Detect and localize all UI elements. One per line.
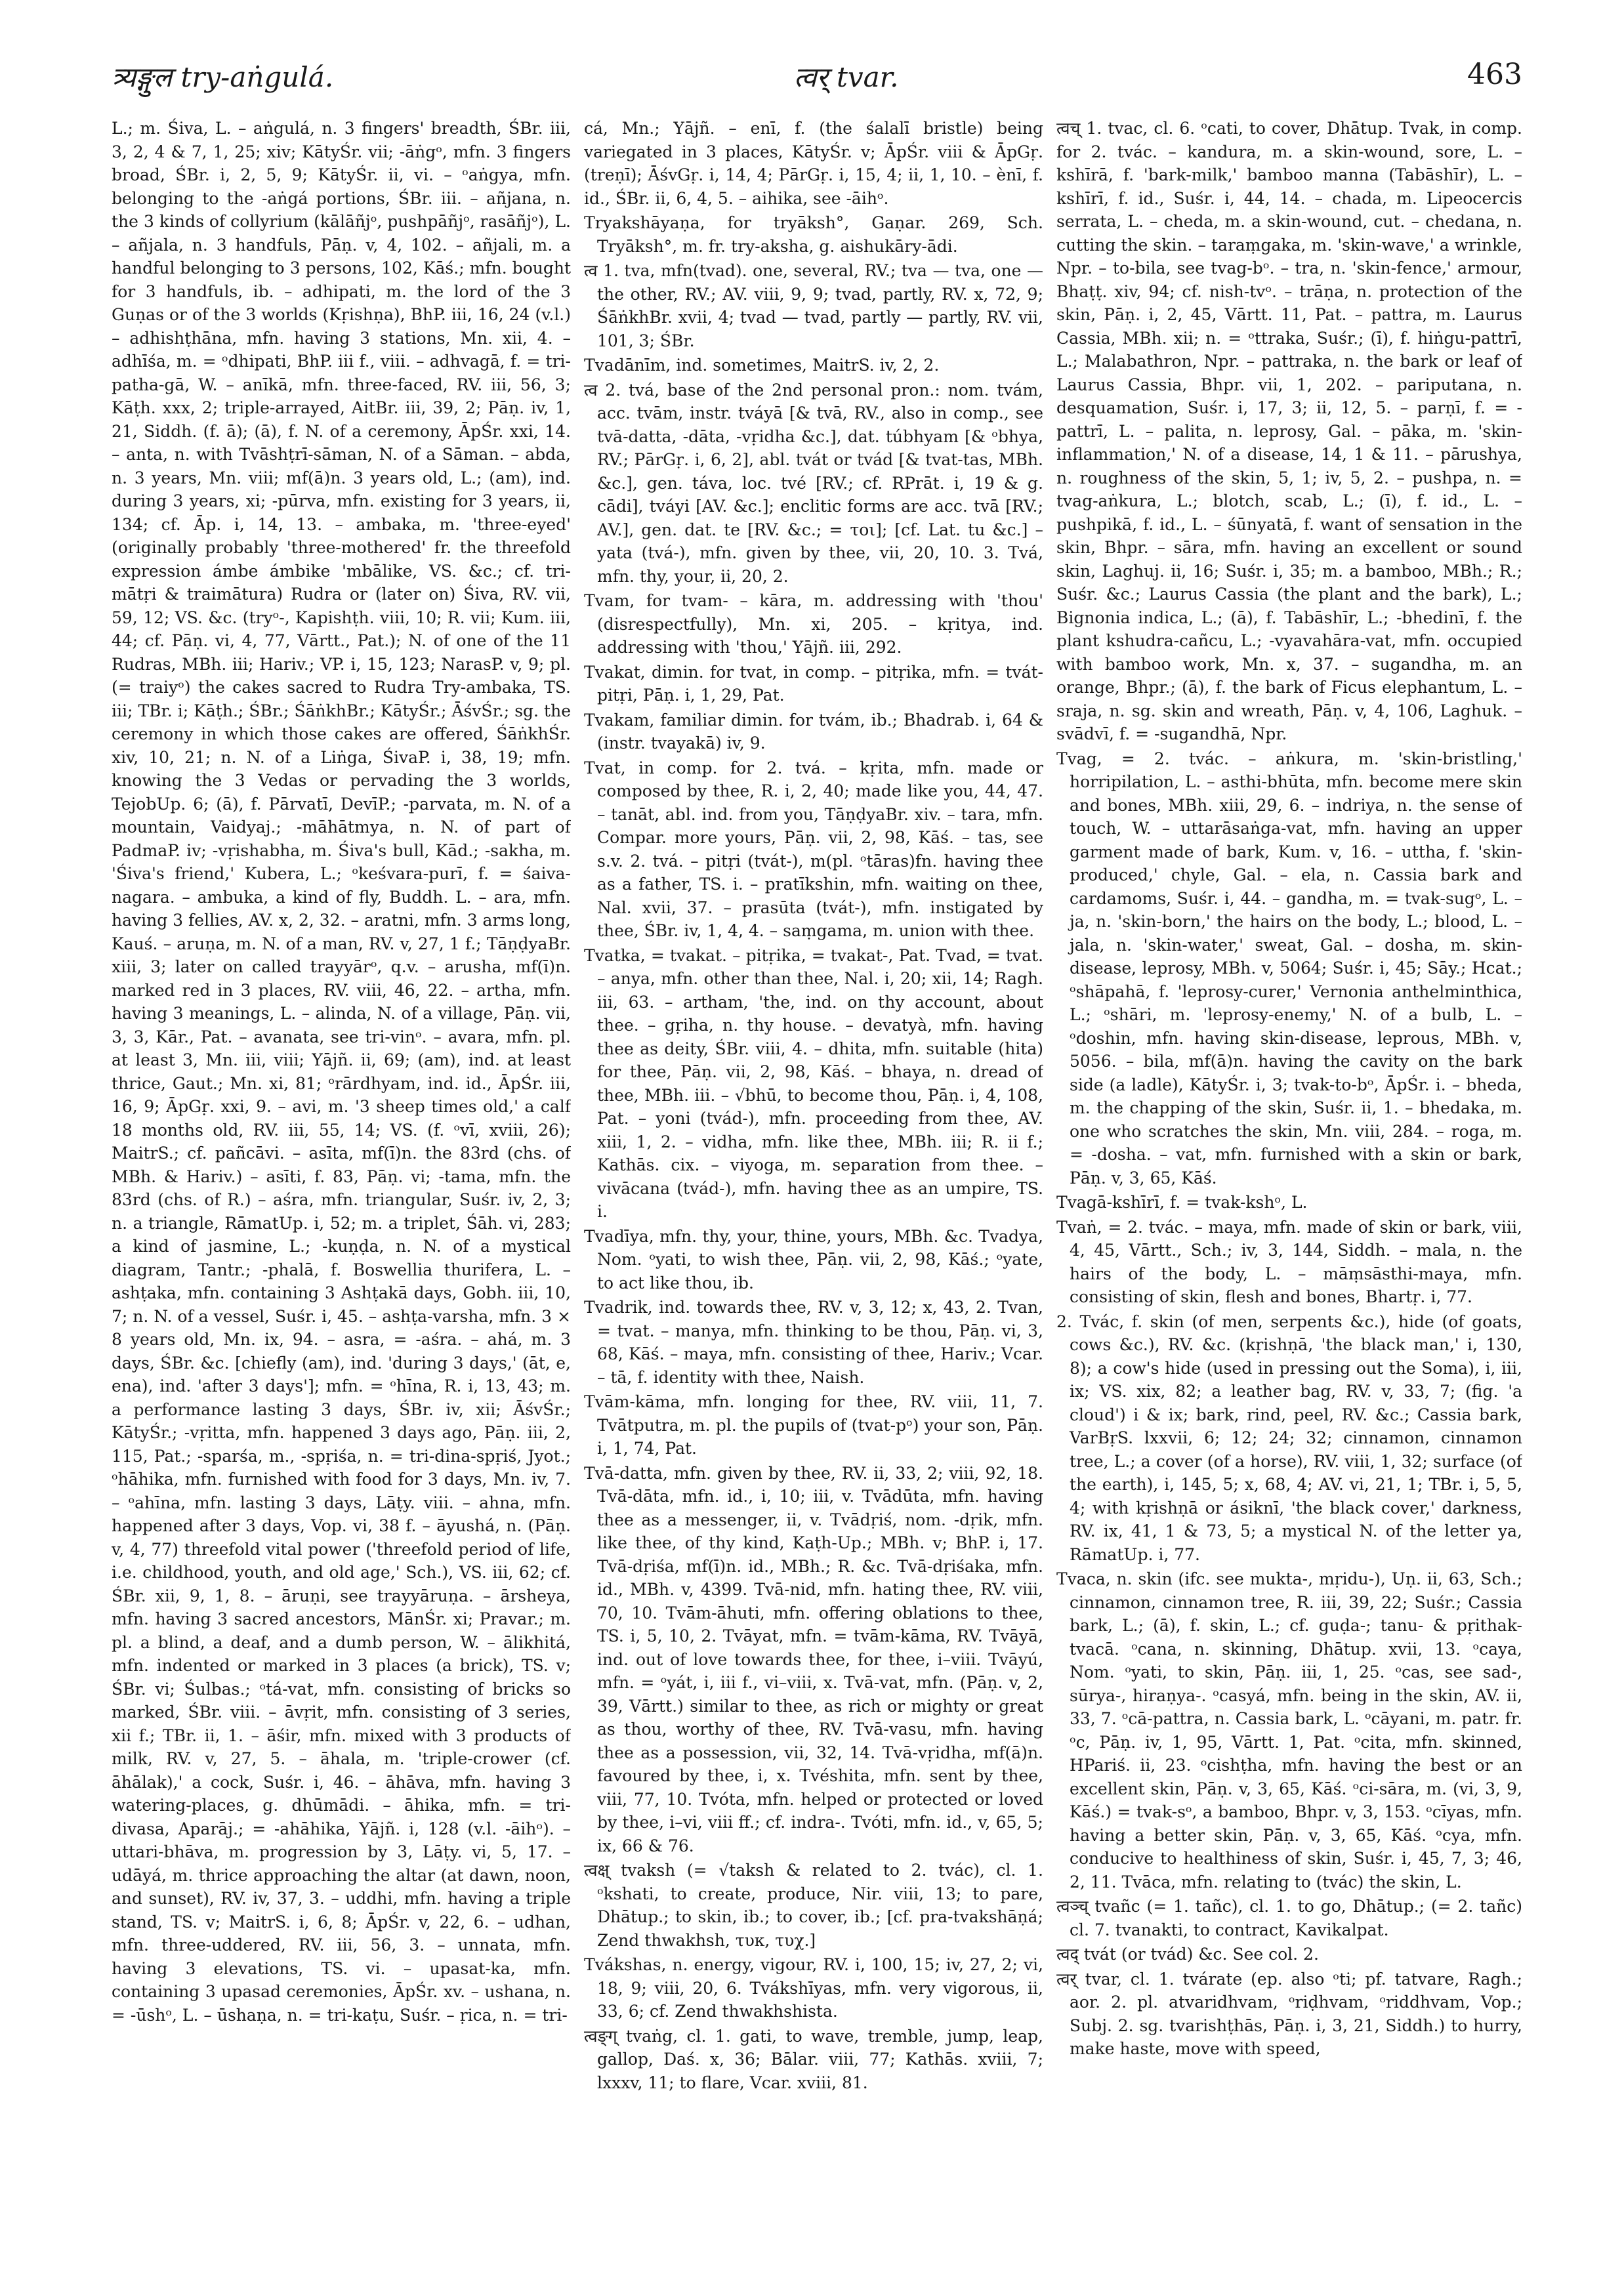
dictionary-entry: त्वञ्च् tvañc (= 1. tañc), cl. 1. to go, Dhātup.; (= 2. tañc) cl. 7. tvanakti, to contract, Kavikalpat. xyxy=(1056,1897,1522,1939)
dictionary-entry: Tvákshas, n. energy, vigour, RV. i, 100, 15; iv, 27, 2; vi, 18, 9; viii, 20, 6. Tvákshīyas, mfn. very vigorous, ii, 33, 6; cf. Zend thwakhshista. xyxy=(584,1955,1043,2021)
dictionary-entry: Tvat, in comp. for 2. tvá. – kṛita, mfn. made or composed by thee, R. i, 2, 40; made like you, 44, 47. – tanāt, abl. ind. from you, TāṇḍyaBr. xiv. – tara, mfn. Compar. more yours, Pāṇ. vii, 2, 98, Kāś. – tas, see s.v. 2. tvá. – pitṛi (tvát-), m(pl. ᵒtāras)fn. having thee as a father, TS. i. – pratīkshin, mfn. waiting on thee, Nal. xvii, 37. – prasūta (tvát-), mfn. instigated by thee, ŚBr. iv, 1, 4, 4. – saṃgama, m. union with thee. xyxy=(584,758,1043,940)
dictionary-entry: 2. Tvác, f. skin (of men, serpents &c.), hide (of goats, cows &c.), RV. &c. (kṛishṇā, 'the black man,' i, 130, 8); a cow's hide (used in pressing out the Soma), i, iii, ix; VS. xix, 82; a leather bag, RV. v, 33, 7; (fig. 'a cloud') i & ix; bark, rind, peel, RV. &c.; Cassia bark, VarBṛS. lxxvii, 6; 12; 24; 32; cinnamon, cinnamon tree, L.; a cover (of a horse), RV. viii, 1, 32; surface (of the earth), i, 145, 5; x, 68, 4; AV. vi, 21, 1; TBr. i, 5, 5, 4; with kṛishṇā or ásiknī, 'the black cover,' darkness, RV. ix, 41, 1 & 73, 5; a mystical N. of the letter ya, RāmatUp. i, 77. xyxy=(1056,1312,1522,1564)
column-2 xyxy=(584,117,1043,2249)
dictionary-entry: Tvadrik, ind. towards thee, RV. v, 3, 12; x, 43, 2. Tvan, = tvat. – manya, mfn. thinking to be thou, Pāṇ. vi, 3, 68, Kāś. – maya, mfn. consisting of thee, Hariv.; Vcar. – tā, f. identity with thee, Naish. xyxy=(584,1298,1043,1387)
page-number: 463 xyxy=(1467,58,1522,91)
dictionary-entry: त्व 2. tvá, base of the 2nd personal pron.: nom. tvám, acc. tvām, instr. tváyā [& tvā, RV., also in comp., see tvā-datta, -dāta, -vṛidha &c.], dat. túbhyam [& ᵒbhya, RV.; PārGṛ. i, 6, 2], abl. tvát or tvád [& tvat-tas, MBh. &c.], gen. táva, loc. tvé [RV.; cf. RPrāt. i, 19 & g. cādi], tváyi [AV. &c.]; enclitic forms are acc. tvā [RV.; AV.], gen. dat. te [RV. &c.; = τοι]; [cf. Lat. tu &c.] – yata (tvá-), mfn. given by thee, vii, 20, 10. 3. Tvá, mfn. thy, your, ii, 20, 2. xyxy=(584,380,1043,586)
dictionary-entry: Tvam, for tvam- – kāra, m. addressing with 'thou' (disrespectfully), Mn. xi, 205. – kṛitya, ind. addressing with 'thou,' Yājñ. iii, 292. xyxy=(584,591,1043,657)
dictionary-entry: त्व 1. tva, mfn(tvad). one, several, RV.; tva — tva, one — the other, RV.; AV. viii, 9, 9; tvad, partly, RV. x, 72, 9; ŚāṅkhBr. xvii, 4; tvad — tvad, partly — partly, RV. vii, 101, 3; ŚBr. xyxy=(584,261,1043,350)
dictionary-entry: Tvadīya, mfn. thy, your, thine, yours, MBh. &c. Tvadya, Nom. ᵒyati, to wish thee, Pāṇ. vii, 2, 98, Kāś.; ᵒyate, to act like thou, ib. xyxy=(584,1226,1043,1292)
column-1 xyxy=(112,117,571,2249)
dictionary-entry: Tryakshāyaṇa, for tryāksh°, Gaṇar. 269, Sch. Tryāksh°, m. fr. try-aksha, g. aishukāry-ādi. xyxy=(584,213,1043,256)
dictionary-entry: त्वङ्ग् tvaṅg, cl. 1. gati, to wave, tremble, jump, leap, gallop, Daś. x, 36; Bālar. viii, 77; Kathās. xviii, 7; lxxxv, 11; to flare, Vcar. xviii, 81. xyxy=(584,2026,1043,2092)
dictionary-entry: Tvām-kāma, mfn. longing for thee, RV. viii, 11, 7. Tvātputra, m. pl. the pupils of (tvat-pᵒ) your son, Pāṇ. i, 1, 74, Pat. xyxy=(584,1392,1043,1458)
header-left-headword: त्र्यङ्गुल try-aṅgulá. xyxy=(112,61,334,93)
dictionary-entry: त्वक्ष् tvaksh (= √taksh & related to 2. tvác), cl. 1. ᵒkshati, to create, produce, Nir. viii, 13; to pare, Dhātup.; to skin, ib.; to cover, ib.; [cf. pra-tvakshāṇá; Zend thwakhsh, τυκ, τυχ.] xyxy=(584,1861,1043,1950)
dictionary-entry: Tvaṅ, = 2. tvác. – maya, mfn. made of skin or bark, viii, 4, 45, Vārtt., Sch.; iv, 3, 144, Siddh. – mala, n. the hairs of the body, L. – māṃsāsthi-maya, mfn. consisting of skin, flesh and bones, Bhartṛ. i, 77. xyxy=(1056,1217,1522,1306)
dictionary-entry: त्वद् tvát (or tvád) &c. See col. 2. xyxy=(1056,1945,1319,1964)
dictionary-entry: L.; m. Śiva, L. – aṅgulá, n. 3 fingers' breadth, ŚBr. iii, 3, 2, 4 & 7, 1, 25; xiv; KātyŚr. vii; -āṅgᵒ, mfn. 3 fingers broad, ŚBr. i, 2, 5, 9; KātyŚr. ii, vi. – ᵒaṅgya, mfn. belonging to the -aṅgá portions, ŚBr. iii. – añjana, n. the 3 kinds of collyrium (kālāñjᵒ, pushpāñjᵒ, rasāñjᵒ), L. – añjala, n. 3 handfuls, Pāṇ. v, 4, 102. – añjali, m. a handful belonging to 3 persons, 102, Kāś.; mfn. bought for 3 handfuls, ib. – adhipati, m. the lord of the 3 Guṇas or of the 3 worlds (Kṛishṇa), BhP. iii, 16, 24 (v.l.) – adhishṭhāna, mfn. having 3 stations, Mn. xii, 4. – adhīśa, m. = ᵒdhipati, BhP. iii f., viii. – adhvagā, f. = tri-patha-gā, W. – anīkā, mfn. three-faced, RV. iii, 56, 3; Kāṭh. xxx, 2; triple-arrayed, AitBr. iii, 39, 2; Pāṇ. iv, 1, 21, Siddh. (f. ā); (ā), f. N. of a ceremony, ĀpŚr. xxi, 14. – anta, n. with Tvāshṭrī-sāman, N. of a Sāman. – abda, n. 3 years, Mn. viii; mf(ā)n. 3 years old, L.; (am), ind. during 3 years, xi; -pūrva, mfn. existing for 3 years, ii, 134; cf. Āp. i, 14, 13. – ambaka, m. 'three-eyed' (originally probably 'three-mothered' fr. the threefold expression ámbe ámbike 'mbālike, VS. &c.; cf. tri-mātṛi & traimātura) Rudra or (later on) Śiva, RV. vii, 59, 12; VS. &c. (tryᵒ-, Kapishṭh. viii, 10; R. vii; Kum. iii, 44; cf. Pāṇ. vi, 4, 77, Vārtt., Pat.); N. of one of the 11 Rudras, MBh. iii; Hariv.; VP. i, 15, 123; NarasP. v, 9; pl. (= traiyᵒ) the cakes sacred to Rudra Try-ambaka, TS. iii; TBr. i; Kāṭh.; ŚBr.; ŚāṅkhBr.; KātyŚr.; ĀśvŚr.; sg. the ceremony in which those cakes are offered, ŚāṅkhŚr. xiv, 10, 21; n. N. of a Liṅga, ŚivaP. i, 38, 19; mfn. knowing the 3 Vedas or pervading the 3 worlds, TejobUp. 6; (ā), f. Pārvatī, DevīP.; -parvata, m. N. of a mountain, Vaidyaj.; -māhātmya, n. N. of part of PadmaP. iv; -vṛishabha, m. Śiva's bull, Kād.; -sakha, m. 'Śiva's friend,' Kubera, L.; ᵒkeśvara-purī, f. = śaiva-nagara. – ambuka, a kind of fly, Buddh. L. – ara, mfn. having 3 fellies, AV. x, 2, 32. – aratni, mfn. 3 arms long, Kauś. – aruṇa, m. N. of a man, RV. v, 27, 1 f.; TāṇḍyaBr. xiii, 3; later on called trayyārᵒ, q.v. – arusha, mf(ī)n. marked red in 3 places, RV. viii, 46, 22. – artha, mfn. having 3 meanings, L. – alinda, N. of a village, Pāṇ. vii, 3, 3, Kār., Pat. – avanata, see tri-vinᵒ. – avara, mfn. pl. at least 3, Mn. iii, viii; Yājñ. ii, 69; (am), ind. at least thrice, Gaut.; Mn. xi, 81; ᵒrārdhyam, ind. id., ĀpŚr. iii, 16, 9; ĀpGṛ. xxi, 9. – avi, m. '3 sheep times old,' a calf 18 months old, RV. iii, 55, 14; VS. (f. ᵒvī, xviii, 26); MaitrS.; cf. pañcāvi. – asīta, mf(ī)n. the 83rd (chs. of MBh. & Hariv.) – asīti, f. 83, Pāṇ. vi; -tama, mfn. the 83rd (chs. of R.) – aśra, mfn. triangular, Suśr. iv, 2, 3; n. a triangle, RāmatUp. i, 52; m. a triplet, Śāh. vi, 283; a kind of jasmine, L.; -kuṇḍa, n. N. of a mystical diagram, Tantr.; -phalā, f. Boswellia thurifera, L. – ashṭaka, mfn. containing 3 Ashṭakā days, Gobh. iii, 10, 7; n. N. of a vessel, Suśr. i, 45. – ashṭa-varsha, mfn. 3 × 8 years old, Mn. ix, 94. – asra, = -aśra. – ahá, m. 3 days, ŚBr. &c. [chiefly (am), ind. 'during 3 days,' (āt, e, ena), ind. 'after 3 days']; mfn. = ᵒhīna, R. i, 13, 43; m. a performance lasting 3 days, ŚBr. iv, xii; ĀśvŚr.; KātyŚr.; -vṛitta, mfn. happened 3 days ago, Pāṇ. iii, 2, 115, Pat.; -sparśa, m., -spṛiśa, n. = tri-dina-spṛiś, Jyot.; ᵒhāhika, mfn. furnished with food for 3 days, Mn. iv, 7. – ᵒahīna, mfn. lasting 3 days, Lāṭy. viii. – ahna, mfn. happened after 3 days, Vop. vi, 38 f. – āyushá, n. (Pāṇ. v, 4, 77) threefold vital power ('threefold period of life, i.e. childhood, youth, and old age,' Sch.), VS. iii, 62; cf. ŚBr. xii, 9, 1, 8. – āruṇi, see trayyāruṇa. – ārsheya, mfn. having 3 sacred ancestors, MānŚr. xi; Pravar.; m. pl. a blind, a deaf, and a dumb person, W. – ālikhitá, mfn. indented or marked in 3 places (a brick), TS. v; ŚBr. vi; Śulbas.; ᵒtá-vat, mfn. consisting of bricks so marked, ŚBr. viii. – āvṛit, mfn. consisting of 3 series, xii f.; TBr. ii, 1. – āśir, mfn. mixed with 3 products of milk, RV. v, 27, 5. – āhala, m. 'triple-crower (cf. āhālak),' a cock, Suśr. i, 46. – āhāva, mfn. having 3 watering-places, g. dhūmādi. – āhika, mfn. = tri-divasa, Aparāj.; = -ahāhika, Yājñ. i, 128 (v.l. -āihᵒ). – uttari-bhāva, m. progression by 3, Lāṭy. vi, 5, 17. – udāyá, m. thrice approaching the altar (at dawn, noon, and sunset), RV. iv, 37, 3. – uddhi, mfn. having a triple stand, TS. v; MaitrS. i, 6, 8; ĀpŚr. v, 22, 6. – udhan, mfn. three-uddered, RV. iii, 56, 3. – unnata, mfn. having 3 elevations, TS. vi. – upasat-ka, mfn. containing 3 upasad ceremonies, ĀpŚr. xv. – ushana, n. = -ūshᵒ, L. – ūshaṇa, n. = tri-kaṭu, Suśr. – ṛica, n. = tri- xyxy=(112,119,571,2025)
column-3 xyxy=(1056,117,1522,2249)
dictionary-entry: Tvakat, dimin. for tvat, in comp. – pitṛika, mfn. = tvát-pitṛi, Pāṇ. i, 1, 29, Pat. xyxy=(584,662,1043,705)
dictionary-entry: त्वच् 1. tvac, cl. 6. ᵒcati, to cover, Dhātup. Tvak, in comp. for 2. tvác. – kandura, m. a skin-wound, sore, L. – kshīrā, f. 'bark-milk,' bamboo manna (Tabāshīr), L. – kshīrī, f. id., Suśr. i, 44, 14. – chada, m. Lipeocercis serrata, L. – cheda, m. a skin-wound, cut. – chedana, n. cutting the skin. – taraṃgaka, m. 'skin-wave,' a wrinkle, Npr. – to-bila, see tvag-bᵒ. – tra, n. 'skin-fence,' armour, Bhaṭṭ. xiv, 94; cf. nish-tvᵒ. – trāṇa, n. protection of the skin, Pāṇ. i, 2, 45, Vārtt. 11, Pat. – pattra, m. Laurus Cassia, MBh. xii; n. = ᵒttraka, Suśr.; (ī), f. hiṅgu-pattrī, L.; Malabathron, Npr. – pattraka, n. the bark or leaf of Laurus Cassia, Bhpr. vii, 1, 202. – pariputana, n. desquamation, Suśr. i, 17, 3; ii, 12, 5. – parṇī, f. = -pattrī, L. – palita, n. leprosy, Gal. – pāka, m. 'skin-inflammation,' N. of a disease, 14, 1 & 11. – pārushya, n. roughness of the skin, 5, 1; iv, 5, 2. – pushpa, n. = tvag-aṅkura, L.; blotch, scab, L.; (ī), f. id., L. – pushpikā, f. id., L. – śūnyatā, f. want of sensation in the skin, Bhpr. – sāra, mfn. having an excellent or sound skin, Laghuj. ii, 16; Suśr. i, 35; m. a bamboo, MBh.; R.; Suśr. &c.; Laurus Cassia (the plant and the bark), L.; Bignonia indica, L.; (ā), f. Tabāshīr, L.; -bhedinī, f. the plant kshudra-cañcu, L.; -vyavahāra-vat, mfn. occupied with bamboo work, Mn. x, 37. – sugandha, m. an orange, Bhpr.; (ā), f. the bark of Ficus elephantum, L. – sraja, n. sg. skin and wreath, Pāṇ. v, 4, 106, Laghuk. – svādvī, f. = -sugandhā, Npr. xyxy=(1056,119,1522,743)
header-center-headword: त्वर् tvar. xyxy=(794,61,899,93)
dictionary-entry: Tvadānīm, ind. sometimes, MaitrS. iv, 2, 2. xyxy=(584,356,940,375)
dictionary-entry: Tvakam, familiar dimin. for tvám, ib.; Bhadrab. i, 64 & (instr. tvayakā) iv, 9. xyxy=(584,710,1043,753)
dictionary-entry: Tvā-datta, mfn. given by thee, RV. ii, 33, 2; viii, 92, 18. Tvā-dāta, mfn. id., i, 10; iii, v. Tvādūta, mfn. having thee as a messenger, ii, v. Tvādṛiś, nom. -dṛik, mfn. like thee, of thy kind, Kaṭh-Up.; MBh. v; BhP. i, 17. Tvā-dṛiśa, mf(ī)n. id., MBh.; R. &c. Tvā-dṛiśaka, mfn. id., MBh. v, 4399. Tvā-nid, mfn. hating thee, RV. viii, 70, 10. Tvām-āhuti, mfn. offering oblations to thee, TS. i, 5, 10, 2. Tvāyat, mfn. = tvām-kāma, RV. Tvāyā, ind. out of love towards thee, for thee, i–viii. Tvāyú, mfn. = ᵒyát, i, iii f., vi–viii, x. Tvā-vat, mfn. (Pāṇ. v, 2, 39, Vārtt.) similar to thee, as rich or mighty or great as thou, worthy of thee, RV. Tvā-vasu, mfn. having thee as a possession, vii, 32, 14. Tvā-vṛidha, mf(ā)n. favoured by thee, i, x. Tvéshita, mfn. sent by thee, viii, 77, 10. Tvóta, mfn. helped or protected or loved by thee, i–vi, viii ff.; cf. indra-. Tvóti, mfn. id., v, 65, 5; ix, 66 & 76. xyxy=(584,1463,1043,1855)
dictionary-entry: Tvag, = 2. tvác. – aṅkura, m. 'skin-bristling,' horripilation, L. – asthi-bhūta, mfn. become mere skin and bones, MBh. xiii, 29, 6. – indriya, n. the sense of touch, W. – uttarāsaṅga-vat, mfn. having an upper garment made of bark, Kum. v, 16. – uttha, f. 'skin-produced,' chyle, Gal. – ela, n. Cassia bark and cardamoms, Suśr. i, 44. – gandha, m. = tvak-sugᵒ, L. – ja, n. 'skin-born,' the hairs on the body, L.; blood, L. – jala, n. 'skin-water,' sweat, Gal. – dosha, m. skin-disease, leprosy, MBh. v, 5064; Suśr. i, 45; Sāy.; Hcat.; ᵒshāpahā, f. 'leprosy-curer,' Vernonia anthelminthica, L.; ᵒshāri, m. 'leprosy-enemy,' N. of a bulb, L. – ᵒdoshin, mfn. having skin-disease, leprous, MBh. v, 5056. – bila, mf(ā)n. having the cavity on the bark side (a ladle), KātyŚr. i, 3; tvak-to-bᵒ, ĀpŚr. i. – bheda, m. the chapping of the skin, Suśr. ii, 1. – bhedaka, m. one who scratches the skin, Mn. viii, 284. – roga, m. = -dosha. – vat, mfn. furnished with a skin or bark, Pāṇ. v, 3, 65, Kāś. xyxy=(1056,749,1522,1188)
dictionary-entry: Tvagā-kshīrī, f. = tvak-kshᵒ, L. xyxy=(1056,1193,1308,1212)
dictionary-entry: त्वर् tvar, cl. 1. tvárate (ep. also ᵒti; pf. tatvare, Ragh.; aor. 2. pl. atvaridhvam, ᵒriḍhvam, ᵒriddhvam, Vop.; Subj. 2. sg. tvarishṭhās, Pāṇ. i, 3, 21, Siddh.) to hurry, make haste, move with speed, xyxy=(1056,1969,1522,2058)
dictionary-entry: Tvaca, n. skin (ifc. see mukta-, mṛidu-), Uṇ. ii, 63, Sch.; cinnamon, cinnamon tree, R. iii, 39, 22; Suśr.; Cassia bark, L.; (ā), f. skin, L.; cf. guḍa-; tanu- & pṛithak-tvacā. ᵒcana, n. skinning, Dhātup. xvii, 13. ᵒcaya, Nom. ᵒyati, to skin, Pāṇ. iii, 1, 25. ᵒcas, see sad-, sūrya-, hiraṇya-. ᵒcasyá, mfn. being in the skin, AV. ii, 33, 7. ᵒcā-pattra, n. Cassia bark, L. ᵒcāyani, m. patr. fr. ᵒc, Pāṇ. iv, 1, 95, Vārtt. 1, Pat. ᵒcita, mfn. skinned, HPariś. ii, 23. ᵒcishṭha, mfn. having the best or an excellent skin, Pāṇ. v, 3, 65, Kāś. ᵒci-sāra, m. (vi, 3, 9, Kāś.) = tvak-sᵒ, a bamboo, Bhpr. v, 3, 153. ᵒcīyas, mfn. having a better skin, Pāṇ. v, 3, 65, Kāś. ᵒcya, mfn. conducive to healthiness of skin, Suśr. i, 45, 7, 3; 46, 2, 11. Tvāca, mfn. relating to (tvác) the skin, L. xyxy=(1056,1569,1522,1892)
page-header xyxy=(112,58,1522,104)
dictionary-entry: Tvatka, = tvakat. – pitṛika, = tvakat-, Pat. Tvad, = tvat. – anya, mfn. other than thee, Nal. i, 20; xii, 14; Ragh. iii, 63. – artham, 'the, ind. on thy account, about thee. – gṛiha, n. thy house. – devatyà, mfn. having thee as deity, ŚBr. viii, 4. – dhita, mfn. suitable (hita) for thee, Pāṇ. vii, 2, 98, Kāś. – bhaya, n. dread of thee, MBh. iii. – √bhū, to become thou, Pāṇ. i, 4, 108, Pat. – yoni (tvád-), mfn. proceeding from thee, AV. xiii, 1, 2. – vidha, mfn. like thee, MBh. iii; R. ii f.; Kathās. cix. – viyoga, m. separation from thee. – vivācana (tvád-), mfn. having thee as an umpire, TS. i. xyxy=(584,945,1043,1221)
dictionary-entry: cá, Mn.; Yājñ. – enī, f. (the śalalī bristle) being variegated in 3 places, KātyŚr. v; ĀpŚr. viii & ĀpGṛ. (treṇī); ĀśvGṛ. i, 14, 4; PārGṛ. i, 15, 4; ii, 1, 10. – ènī, f. id., ŚBr. ii, 6, 4, 5. – aihika, see -āihᵒ. xyxy=(584,119,1043,208)
